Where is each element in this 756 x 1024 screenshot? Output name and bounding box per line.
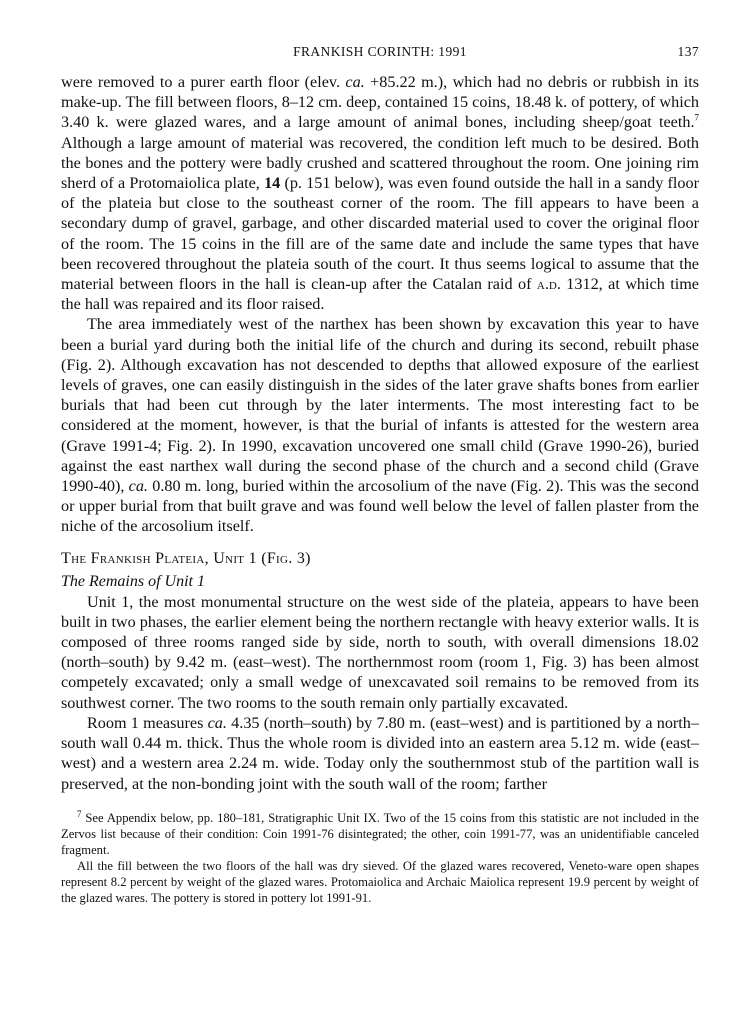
running-title: FRANKISH CORINTH: 1991 bbox=[293, 44, 467, 59]
footnote-7: $^7$ See Appendix below, pp. 180–181, Stratigraphic Unit IX. Two of the 15 coins from this statistic are not included in the Zervos list because of their condition: Coin 1991-76 disintegrated; the other, coin 1991-77, was an unidentifiable canceled fragment. bbox=[61, 808, 699, 857]
subheading: The Remains of Unit 1 bbox=[61, 572, 205, 590]
footnote-ref-7: 7 bbox=[694, 113, 699, 124]
running-header bbox=[61, 42, 699, 64]
footnote-7-continued: All the fill between the two floors of the hall was dry sieved. Of the glazed wares recovered, Veneto-ware open shapes represent 8.2 percent by weight of the glazed wares. Protomaiolica and Archaic Maiolica represent 19.9 percent by weight of the glazed wares. The pottery is stored in pottery lot 1991-91. bbox=[61, 858, 699, 905]
footnotes bbox=[61, 810, 699, 906]
paragraph-1: were removed to a purer earth floor (elev. ca. +85.22 m.), which had no debris or rubbish in its make-up. The fill between floors, 8–12 cm. deep, contained 15 coins, 18.48 k. of pottery, of which 3.40 k. were glazed wares, and a large amount of animal bones, including sheep/goat teeth.$^7$ Although a large amount of material was recovered, the condition left much to be desired. Both the bones and the pottery were badly crushed and scattered throughout the room. One joining rim sherd of a Protomaiolica plate, 14 (p. 151 below), was even found outside the hall in a sandy floor of the plateia but close to the southeast corner of the room. The fill appears to have been a secondary dump of gravel, garbage, and other discarded material used to cover the original floor of the room. The 15 coins in the fill are of the same date and include the same types that have been recovered throughout the plateia south of the court. It thus seems logical to assume that the material between floors in the hall is clean-up after the Catalan raid of a.d. 1312, at which time the hall was repaired and its floor raised. bbox=[61, 73, 700, 314]
paragraph-4: Room 1 measures ca. 4.35 (north–south) by 7.80 m. (east–west) and is partitioned by a north–south wall 0.44 m. thick. Thus the whole room is divided into an eastern area 5.12 m. wide (east–west) and a western area 2.24 m. wide. Today only the southernmost stub of the partition wall is preserved, at the non-bonding joint with the south wall of the room; farther bbox=[61, 713, 699, 793]
body-text bbox=[61, 72, 699, 794]
page bbox=[61, 42, 699, 906]
section-heading: The Frankish Plateia, Unit 1 (Fig. 3) bbox=[61, 549, 311, 567]
page-number: 137 bbox=[677, 44, 699, 59]
paragraph-3: Unit 1, the most monumental structure on the west side of the plateia, appears to have been built in two phases, the earlier element being the northern rectangle with heavy exterior walls. It is composed of three rooms ranged side by side, north to south, with overall dimensions 18.02 (north–south) by 9.42 m. (east–west). The northernmost room (room 1, Fig. 3) has been almost competely excavated; only a small wedge of unexcavated soil remains to be removed from its southwest corner. The two rooms to the south remain only partially excavated. bbox=[61, 592, 699, 712]
paragraph-2: The area immediately west of the narthex has been shown by excavation this year to have been a burial yard during both the initial life of the church and during its second, rebuilt phase (Fig. 2). Although excavation has not descended to depths that allowed exposure of the earliest levels of graves, one can easily distinguish in the sides of the later grave shafts bones from earlier burials that had been cut through by the later interments. The most interesting fact to be considered at the moment, however, is that the burial of infants is attested for the western area (Grave 1991-4; Fig. 2). In 1990, excavation uncovered one small child (Grave 1990-26), buried against the east narthex wall during the second phase of the church and a second child (Grave 1990-40), ca. 0.80 m. long, buried within the arcosolium of the nave (Fig. 2). This was the second or upper burial from that built grave and was found well below the level of fallen plaster from the niche of the arcosolium itself. bbox=[61, 315, 699, 536]
